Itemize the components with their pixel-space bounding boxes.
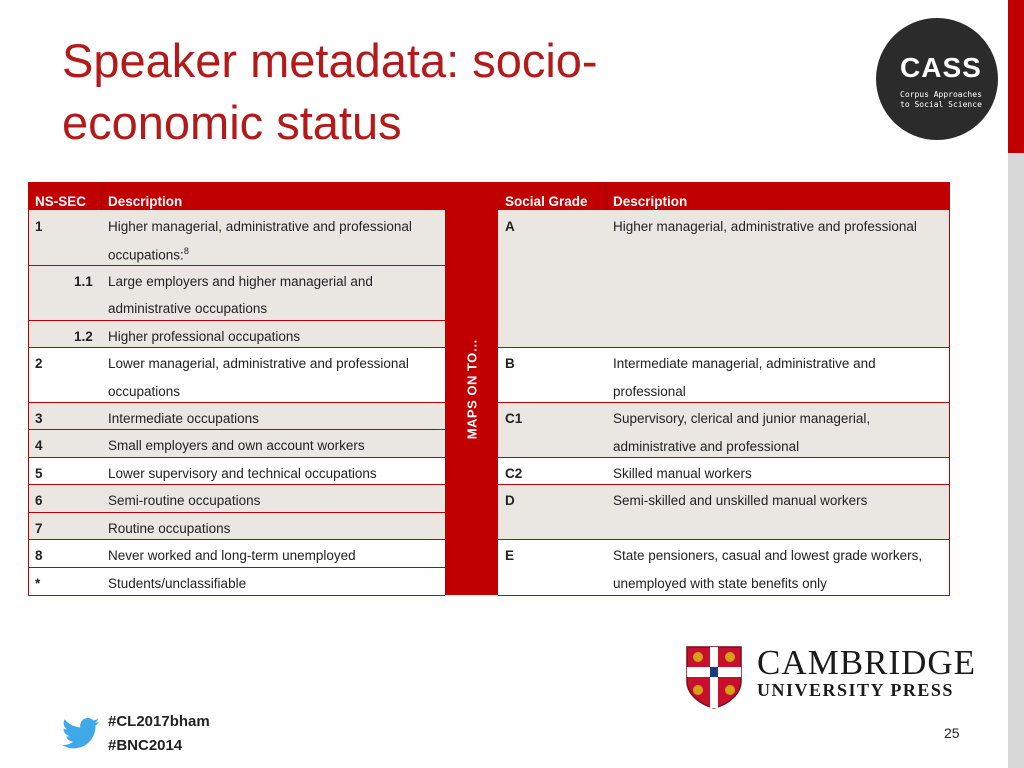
table-row [28, 429, 445, 458]
table-row [28, 567, 445, 596]
cass-logo-subtitle [900, 90, 982, 110]
cass-logo-name: CASS [900, 52, 982, 83]
ns-sec-description: Large employers and higher managerial and [108, 274, 373, 289]
table-row [28, 512, 445, 540]
ns-sec-code: 1 [35, 219, 43, 234]
cambridge-shield-icon [685, 645, 743, 709]
slide-title: Speaker metadata: socio-economic status [62, 34, 598, 149]
ns-sec-description: Students/unclassifiable [108, 576, 247, 591]
social-grade-code: D [505, 493, 515, 508]
social-grade-header-grade: Social Grade [505, 194, 588, 209]
ns-sec-description-line2: occupations [108, 384, 181, 399]
social-grade-code: E [505, 548, 515, 563]
social-grade-header-description: Description [613, 194, 688, 209]
table-row [498, 539, 950, 596]
social-grade-header-row [498, 182, 950, 210]
ns-sec-table [28, 182, 445, 595]
accent-bar-red [1008, 0, 1024, 153]
cass-subtitle-line1: Corpus Approaches [900, 90, 982, 99]
ns-sec-header-row [28, 182, 445, 210]
ns-sec-description: Routine occupations [108, 521, 231, 536]
hashtags [108, 710, 210, 758]
ns-sec-description: Lower supervisory and technical occupations [108, 466, 377, 481]
social-grade-description: Semi-skilled and unskilled manual workers [613, 493, 868, 508]
table-left-border [28, 182, 29, 595]
table-row [28, 539, 445, 568]
maps-on-to-band [445, 182, 498, 595]
ns-sec-description: Higher managerial, administrative and professional [108, 219, 412, 234]
ns-sec-description: Semi-routine occupations [108, 493, 261, 508]
table-row [28, 210, 445, 265]
ns-sec-code: * [35, 576, 41, 591]
ns-sec-header-description: Description [108, 194, 183, 209]
ns-sec-code: 7 [35, 521, 43, 536]
column-divider [101, 182, 102, 210]
ns-sec-description: Small employers and own account workers [108, 438, 365, 453]
ns-sec-code: 3 [35, 411, 43, 426]
ns-sec-code: 1.1 [74, 274, 93, 289]
ns-sec-description: Lower managerial, administrative and professional [108, 356, 409, 371]
ns-sec-code: 5 [35, 466, 43, 481]
table-row [498, 457, 950, 485]
table-row [28, 484, 445, 513]
social-grade-description: Skilled manual workers [613, 466, 752, 481]
ns-sec-code: 4 [35, 438, 43, 453]
cass-logo [876, 18, 998, 140]
page-number: 25 [944, 725, 960, 741]
social-grade-description-line2: unemployed with state benefits only [613, 576, 827, 591]
social-grade-description: Intermediate managerial, administrative and [613, 356, 876, 371]
social-grade-description-line2: professional [613, 384, 686, 399]
social-grade-code: A [505, 219, 515, 234]
ns-sec-description: Never worked and long-term unemployed [108, 548, 356, 563]
ns-sec-description-line2-text: occupations: [108, 247, 184, 263]
table-row [28, 347, 445, 403]
table-right-border [949, 182, 950, 595]
social-grade-table [498, 182, 950, 595]
hashtag-cl2017bham[interactable]: #CL2017bham [108, 713, 210, 730]
social-grade-description: State pensioners, casual and lowest grade workers, [613, 548, 923, 563]
table-row [498, 347, 950, 403]
maps-on-to-label: MAPS ON TO… [464, 338, 479, 439]
ns-sec-code: 6 [35, 493, 43, 508]
accent-bar-grey [1008, 153, 1024, 768]
social-grade-description-line2: administrative and professional [613, 439, 800, 454]
table-row [28, 265, 445, 321]
ns-sec-code: 1.2 [74, 329, 93, 344]
social-grade-code: B [505, 356, 515, 371]
table-row [498, 402, 950, 458]
ns-sec-description-line2: administrative occupations [108, 301, 268, 316]
hashtag-bnc2014[interactable]: #BNC2014 [108, 737, 183, 754]
cup-name-line1: CAMBRIDGE [757, 643, 977, 682]
ns-sec-description: Higher professional occupations [108, 329, 301, 344]
ns-sec-code: 8 [35, 548, 43, 563]
twitter-bird-icon [60, 714, 102, 754]
social-grade-description: Supervisory, clerical and junior managerial, [613, 411, 871, 426]
ns-sec-code: 2 [35, 356, 43, 371]
social-grade-description: Higher managerial, administrative and professional [613, 219, 917, 234]
column-divider [606, 182, 607, 210]
social-grade-code: C1 [505, 411, 523, 426]
ns-sec-description: Intermediate occupations [108, 411, 259, 426]
cass-subtitle-line2: to Social Science [900, 100, 982, 109]
table-row [28, 457, 445, 485]
table-row [28, 320, 445, 348]
ns-sec-description-line2 [108, 246, 189, 263]
social-grade-code: C2 [505, 466, 523, 481]
ns-sec-header-code: NS-SEC [35, 194, 87, 209]
footnote-marker: 8 [183, 246, 189, 256]
table-row [498, 210, 950, 347]
table-row [28, 402, 445, 430]
cup-name-line2: UNIVERSITY PRESS [757, 680, 954, 700]
table-row [498, 484, 950, 540]
